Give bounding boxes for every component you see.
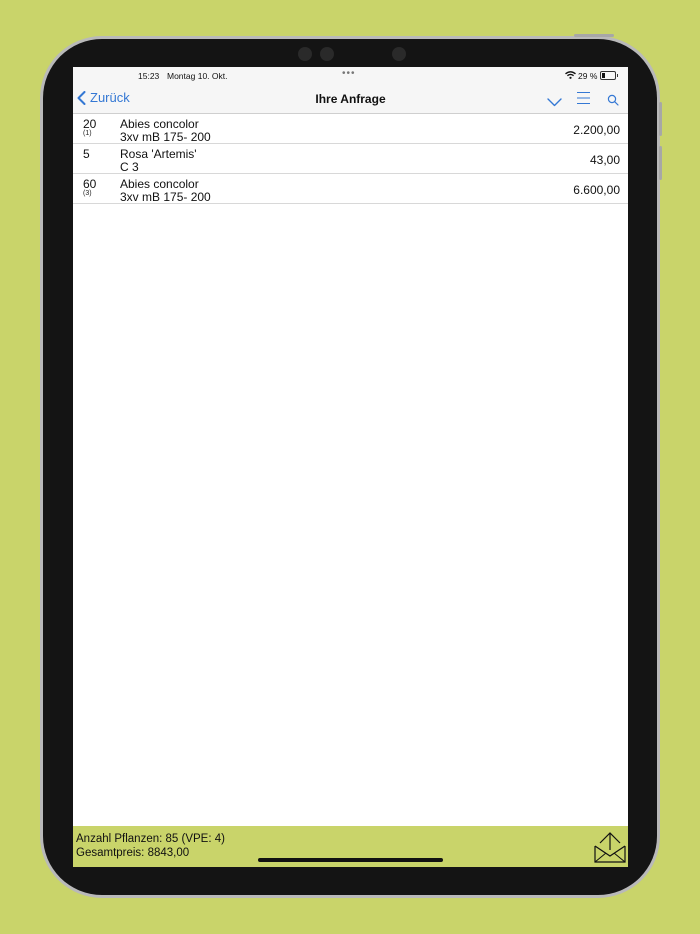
- status-time: 15:23: [138, 71, 160, 81]
- chevron-down-icon[interactable]: [547, 94, 562, 112]
- navigation-bar: [73, 84, 628, 114]
- list-item[interactable]: [73, 114, 628, 144]
- back-button[interactable]: [77, 90, 130, 105]
- camera-strip: [43, 47, 657, 61]
- item-name: Abies concolor: [120, 177, 199, 191]
- home-indicator[interactable]: [258, 858, 443, 862]
- search-icon[interactable]: [607, 93, 619, 111]
- menu-icon[interactable]: [576, 91, 591, 110]
- camera-lens: [392, 47, 406, 61]
- list-item[interactable]: [73, 174, 628, 204]
- item-quantity: 60: [83, 177, 97, 191]
- item-index: (3): [83, 190, 92, 197]
- item-detail: C 3: [120, 160, 139, 174]
- page-title: Ihre Anfrage: [315, 92, 386, 106]
- volume-down-button: [659, 146, 662, 180]
- item-quantity: 20: [83, 117, 97, 131]
- item-price: 2.200,00: [573, 123, 620, 137]
- status-date: Montag 10. Okt.: [167, 71, 228, 81]
- wifi-icon: [565, 71, 576, 81]
- app-screen: [73, 67, 628, 867]
- list-item[interactable]: [73, 144, 628, 174]
- item-price: 6.600,00: [573, 183, 620, 197]
- sensor-dot: [320, 47, 334, 61]
- status-bar: [73, 67, 628, 84]
- item-price: 43,00: [589, 153, 620, 167]
- item-detail: 3xv mB 175- 200: [120, 130, 211, 144]
- item-name: Rosa 'Artemis': [120, 147, 197, 161]
- multitasking-dots[interactable]: •••: [342, 68, 356, 79]
- chevron-left-icon: [77, 91, 86, 105]
- total-price: Gesamtpreis: 8843,00: [76, 847, 190, 859]
- send-mail-icon[interactable]: [594, 831, 626, 866]
- item-index: (1): [83, 130, 92, 137]
- sensor-dot: [298, 47, 312, 61]
- back-button-label: Zurück: [90, 90, 130, 105]
- summary-footer: [73, 826, 628, 867]
- item-name: Abies concolor: [120, 117, 199, 131]
- volume-up-button: [659, 102, 662, 136]
- battery-percent: 29 %: [578, 71, 598, 81]
- item-detail: 3xv mB 175- 200: [120, 190, 211, 204]
- item-quantity: 5: [83, 147, 90, 161]
- top-button: [574, 34, 614, 37]
- battery-icon: [600, 71, 616, 80]
- plant-count: Anzahl Pflanzen: 85 (VPE: 4): [76, 833, 225, 845]
